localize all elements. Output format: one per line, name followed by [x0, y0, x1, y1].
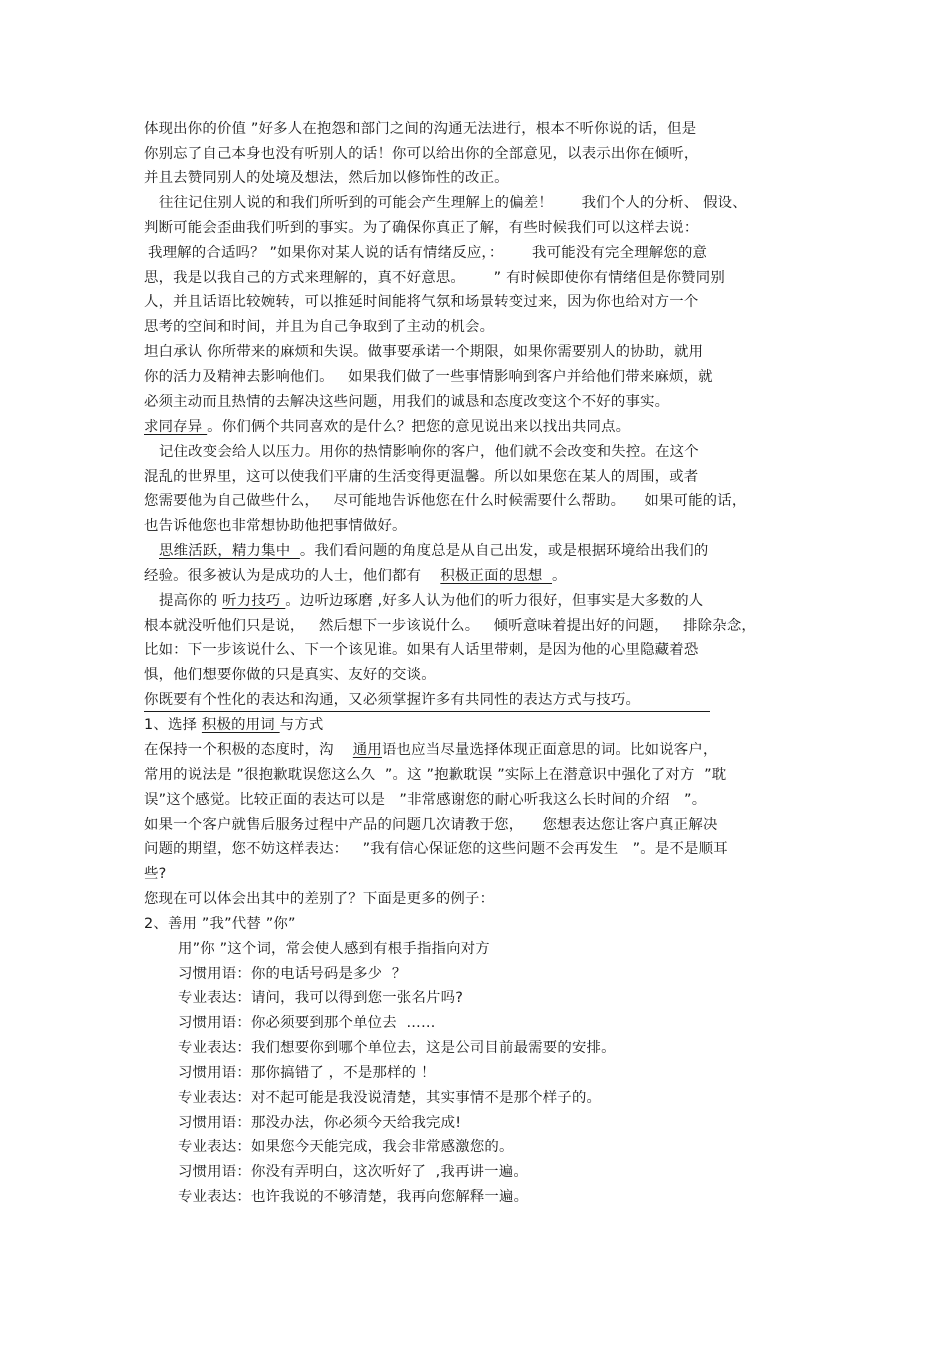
text-line — [144, 564, 567, 588]
underlined-phrase: 积极的用词 — [201, 717, 280, 733]
text-line — [144, 415, 630, 439]
text-line: 常用的说法是 ”很抱歉耽误您这么久 ”。这 ”抱歉耽误 ”实际上在潜意识中强化了对方 ”耽 — [144, 767, 727, 783]
text-line: 记住改变会给人以压力。用你的热情影响你的客户，他们就不会改变和失控。在这个 — [159, 444, 699, 460]
text-span: 语也应当尽量选择体现正面意思的词。比如说客户， — [381, 742, 718, 758]
text-line: 问题的期望，您不妨这样表达： ”我有信心保证您的这些问题不会再发生 ”。是不是顺耳 — [144, 841, 728, 857]
text-line — [144, 688, 710, 712]
text-line: 也告诉他您也非常想协助他把事情做好。 — [144, 518, 407, 534]
underlined-phrase: 通用 — [352, 742, 382, 758]
text-line: 你别忘了自己本身也没有听别人的话！你可以给出你的全部意见，以表示出你在倾听， — [144, 146, 699, 162]
text-line: 根本就没听他们只是说， 然后想下一步该说什么。 倾听意味着提出好的问题， 排除杂念， — [144, 618, 757, 634]
text-span: 1、选择 — [144, 717, 202, 733]
text-line: 如果一个客户就售后服务过程中产品的问题几次请教于您， 您想表达您让客户真正解决 — [144, 817, 718, 833]
example-professional: 专业表达：请问，我可以得到您一张名片吗? — [178, 990, 464, 1006]
underlined-phrase: 积极正面的思想 — [440, 568, 553, 584]
text-line: 些? — [144, 866, 167, 882]
text-line: 比如：下一步该说什么、下一个该见谁。如果有人话里带刺，是因为他的心里隐藏着恐 — [144, 642, 699, 658]
text-line: 并且去赞同别人的处境及想法，然后加以修饰性的改正。 — [144, 170, 509, 186]
text-line: 惧，他们想要你做的只是真实、友好的交谈。 — [144, 667, 436, 683]
text-line — [159, 539, 708, 563]
text-line: 往往记住别人说的和我们所听到的可能会产生理解上的偏差！ 我们个人的分析、 假设、 — [159, 195, 747, 211]
text-line: 用”你 ”这个词，常会使人感到有根手指指向对方 — [178, 941, 490, 957]
text-line: 判断可能会歪曲我们听到的事实。为了确保你真正了解，有些时候我们可以这样去说： — [144, 220, 699, 236]
example-professional: 专业表达：如果您今天能完成，我会非常感激您的。 — [178, 1139, 514, 1155]
text-line: 体现出你的价值 ”好多人在抱怨和部门之间的沟通无法进行，根本不听你说的话，但是 — [144, 121, 697, 137]
text-line: 误”这个感觉。比较正面的表达可以是 ”非常感谢您的耐心听我这么长时间的介绍 ”。 — [144, 792, 707, 808]
example-habit: 习惯用语：你必须要到那个单位去 …… — [178, 1015, 436, 1031]
example-habit: 习惯用语：你没有弄明白，这次听好了 ,我再讲一遍。 — [178, 1164, 528, 1180]
example-professional: 专业表达：也许我说的不够清楚，我再向您解释一遍。 — [178, 1189, 529, 1205]
text-line — [144, 738, 718, 762]
text-span: 与方式 — [279, 717, 324, 733]
example-habit: 习惯用语：你的电话号码是多少 ？ — [178, 966, 407, 982]
example-professional: 专业表达：对不起可能是我没说清楚，其实事情不是那个样子的。 — [178, 1090, 602, 1106]
text-line: 必须主动而且热情的去解决这些问题，用我们的诚恳和态度改变这个不好的事实。 — [144, 394, 670, 410]
text-span: 经验。很多被认为是成功的人士，他们都有 — [144, 568, 441, 584]
text-line: 人，并且话语比较婉转，可以推延时间能将气氛和场景转变过来，因为你也给对方一个 — [144, 294, 699, 310]
text-line: 你的活力及精神去影响他们。 如果我们做了一些事情影响到客户并给他们带来麻烦，就 — [144, 369, 713, 385]
text-span: 提高你的 — [159, 593, 223, 609]
example-professional: 专业表达：我们想要你到哪个单位去，这是公司目前最需要的安排。 — [178, 1040, 616, 1056]
underlined-sentence: 你既要有个性化的表达和沟通，又必须掌握许多有共同性的表达方式与技巧。 — [144, 689, 710, 712]
section-heading — [144, 713, 323, 737]
text-span: 。边听边琢磨 ,好多人认为他们的听力很好，但事实是大多数的人 — [285, 593, 704, 609]
text-line: 您现在可以体会出其中的差别了？下面是更多的例子： — [144, 891, 495, 907]
text-span: 。 — [552, 568, 567, 584]
text-line: 思考的空间和时间，并且为自己争取到了主动的机会。 — [144, 319, 495, 335]
text-span: 在保持一个积极的态度时，沟 — [144, 742, 353, 758]
section-heading: 2、善用 ”我”代替 ”你” — [144, 916, 296, 932]
text-line: 思，我是以我自己的方式来理解的，真不好意思。 ” 有时候即使你有情绪但是你赞同别 — [144, 270, 725, 286]
text-line: 我理解的合适吗？ ”如果你对某人说的话有情绪反应，： 我可能没有完全理解您的意 — [148, 245, 708, 261]
text-span: 。你们俩个共同喜欢的是什么？把您的意见说出来以找出共同点。 — [207, 419, 631, 435]
text-line: 您需要他为自己做些什么， 尽可能地告诉他您在什么时候需要什么帮助。 如果可能的话， — [144, 493, 747, 509]
example-habit: 习惯用语：那你搞错了 ，不是那样的 ！ — [178, 1065, 436, 1081]
underlined-phrase: 思维活跃，精力集中 — [159, 543, 300, 559]
text-line — [159, 589, 703, 613]
text-line: 坦白承认 你所带来的麻烦和失误。做事要承诺一个期限，如果你需要别人的协助，就用 — [144, 344, 704, 360]
underlined-phrase: 听力技巧 — [222, 593, 286, 609]
text-span: 。我们看问题的角度总是从自己出发，或是根据环境给出我们的 — [299, 543, 709, 559]
text-line: 混乱的世界里，这可以使我们平庸的生活变得更温馨。所以如果您在某人的周围，或者 — [144, 469, 699, 485]
example-habit: 习惯用语：那没办法，你必须今天给我完成! — [178, 1115, 462, 1131]
underlined-phrase: 求同存异 — [144, 419, 208, 435]
